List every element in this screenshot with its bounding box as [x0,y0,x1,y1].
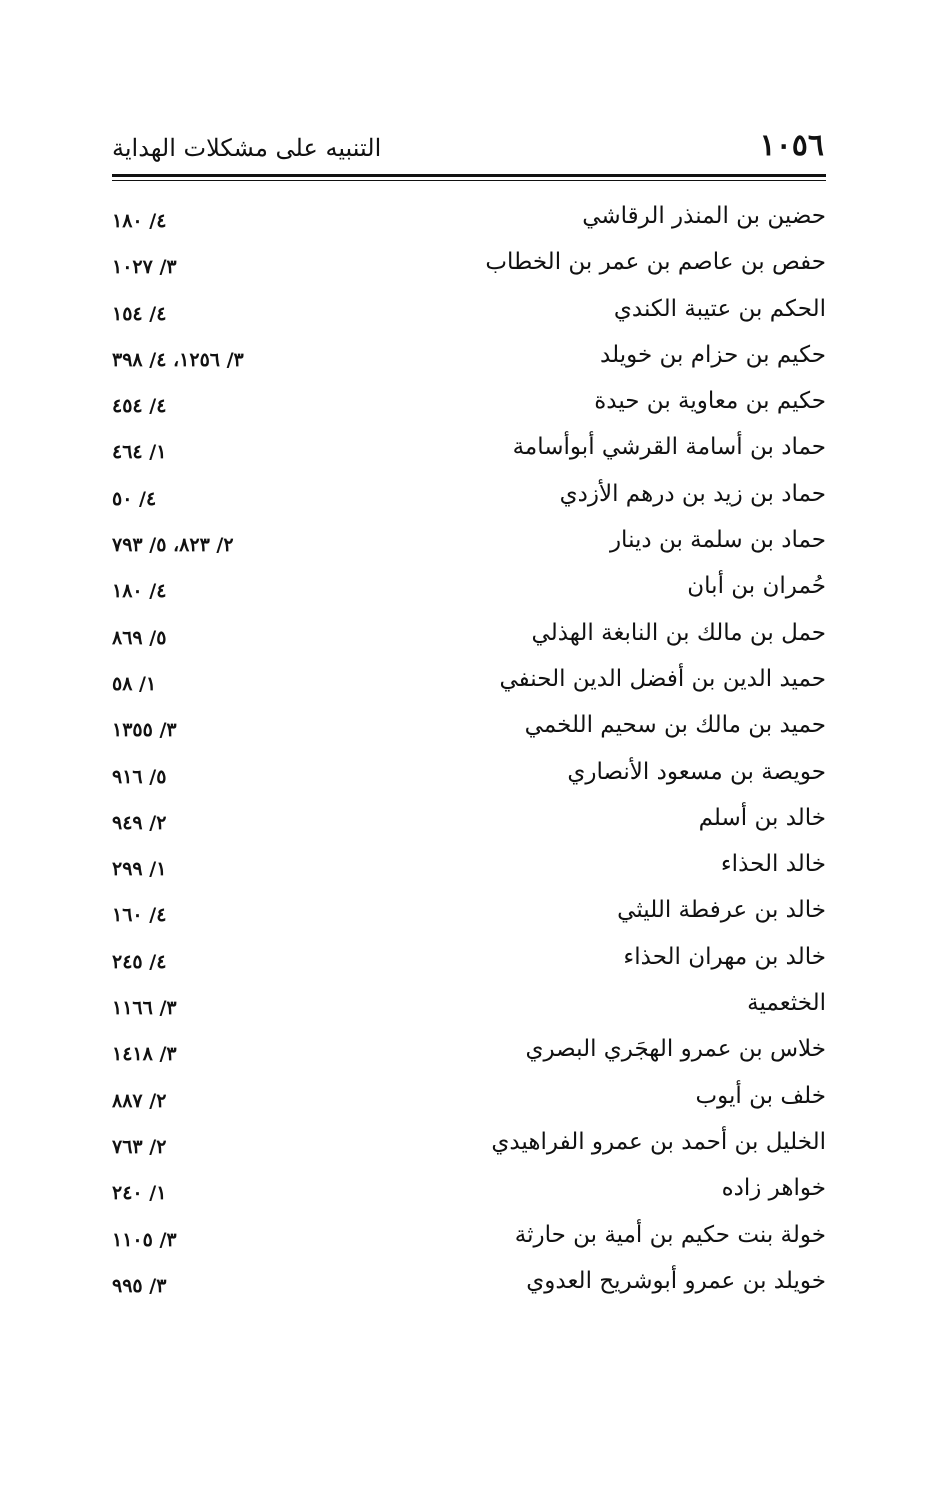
entry-reference: ٤/ ٢٤٥ [112,950,167,973]
entry-name: حميد الدين بن أفضل الدين الحنفي [499,665,826,692]
index-entry [112,333,826,379]
entry-name: خولة بنت حكيم بن أمية بن حارثة [514,1221,826,1248]
entry-name: الحكم بن عتيبة الكندي [613,295,826,322]
entry-name: خالد بن أسلم [698,804,826,831]
entry-reference: ١/ ٢٤٠ [112,1182,167,1205]
entry-name: خالد الحذاء [720,851,826,878]
header-rule-thin [112,180,826,181]
entry-name: الخثعمية [747,990,826,1017]
index-entry [112,888,826,934]
entry-name: حكيم بن معاوية بن حيدة [594,388,826,415]
entry-name: حكيم بن حزام بن خويلد [600,341,826,368]
index-entry [112,657,826,703]
entry-reference: ٣/ ٩٩٥ [112,1274,167,1297]
index-entry [112,981,826,1027]
entry-reference: ٢/ ٨٨٧ [112,1089,167,1112]
entry-reference: ٤/ ١٦٠ [112,904,167,927]
entry-name: حويصة بن مسعود الأنصاري [567,758,826,785]
index-entry [112,472,826,518]
entry-reference: ٢/ ٧٦٣ [112,1135,167,1158]
entry-reference: ٢/ ٩٤٩ [112,811,167,834]
index-entry [112,750,826,796]
entry-reference: ١/ ٢٩٩ [112,858,167,881]
entry-name: حماد بن أسامة القرشي أبوأسامة [512,434,826,461]
entry-reference: ١/ ٥٨ [112,672,157,695]
entry-reference: ٤/ ١٨٠ [112,210,167,232]
index-entry [112,1213,826,1259]
index-entry [112,935,826,981]
index-entry [112,796,826,842]
entry-name: حميد بن مالك بن سحيم اللخمي [524,712,826,739]
entry-reference: ٣/ ١١٠٥ [112,1228,177,1251]
index-entry [112,1166,826,1212]
entry-name: خواهر زاده [721,1175,826,1202]
entry-reference: ٤/ ١٥٤ [112,302,167,325]
entry-name: حضين بن المنذر الرقاشي [582,203,826,229]
entry-reference: ٣/ ١٤١٨ [112,1043,177,1066]
entry-reference: ٣/ ١١٦٦ [112,997,177,1020]
index-entry [112,564,826,610]
entry-name: خلف بن أيوب [695,1082,826,1109]
index-entry [112,194,826,240]
entry-name: خالد بن مهران الحذاء [623,943,826,970]
entry-reference: ٤/ ٤٥٤ [112,395,167,418]
page-number: ١٠٥٦ [759,128,824,163]
entry-reference: ٥/ ٨٦٩ [112,626,167,649]
entry-reference: ٣/ ١٣٥٥ [112,719,177,742]
index-entry [112,1074,826,1120]
index-entry [112,703,826,749]
entry-reference: ٥/ ٩١٦ [112,765,167,788]
entry-reference: ٢/ ٨٢٣، ٥/ ٧٩٣ [112,534,234,557]
entry-name: خويلد بن عمرو أبوشريح العدوي [526,1267,826,1294]
index-entry [112,518,826,564]
entry-reference: ٤/ ١٨٠ [112,580,167,603]
entry-name: حماد بن زيد بن درهم الأزدي [559,480,826,507]
entry-reference: ٣/ ١٠٢٧ [112,256,177,279]
index-entry [112,425,826,471]
entry-name: خلاس بن عمرو الهجَري البصري [525,1036,826,1063]
entry-name: حفص بن عاصم بن عمر بن الخطاب [485,249,826,276]
index-entry [112,287,826,333]
entry-reference: ٤/ ٥٠ [112,487,157,510]
index-entry [112,1027,826,1073]
index-entry [112,611,826,657]
entry-reference: ٣/ ١٢٥٦، ٤/ ٣٩٨ [112,348,244,371]
index-entry [112,240,826,286]
index-entry [112,379,826,425]
entry-reference: ١/ ٤٦٤ [112,441,167,464]
header-rule-thick [112,174,826,177]
page-header [112,126,824,174]
index-entry [112,1259,826,1305]
index-entry [112,1120,826,1166]
entry-name: الخليل بن أحمد بن عمرو الفراهيدي [491,1128,826,1155]
running-title: التنبيه على مشكلات الهداية [112,134,382,162]
entry-name: حُمران بن أبان [687,573,826,600]
index-list [112,194,826,1305]
entry-name: حماد بن سلمة بن دينار [609,527,826,554]
entry-name: حمل بن مالك بن النابغة الهذلي [531,619,826,646]
entry-name: خالد بن عرفطة الليثي [617,897,826,924]
index-entry [112,842,826,888]
